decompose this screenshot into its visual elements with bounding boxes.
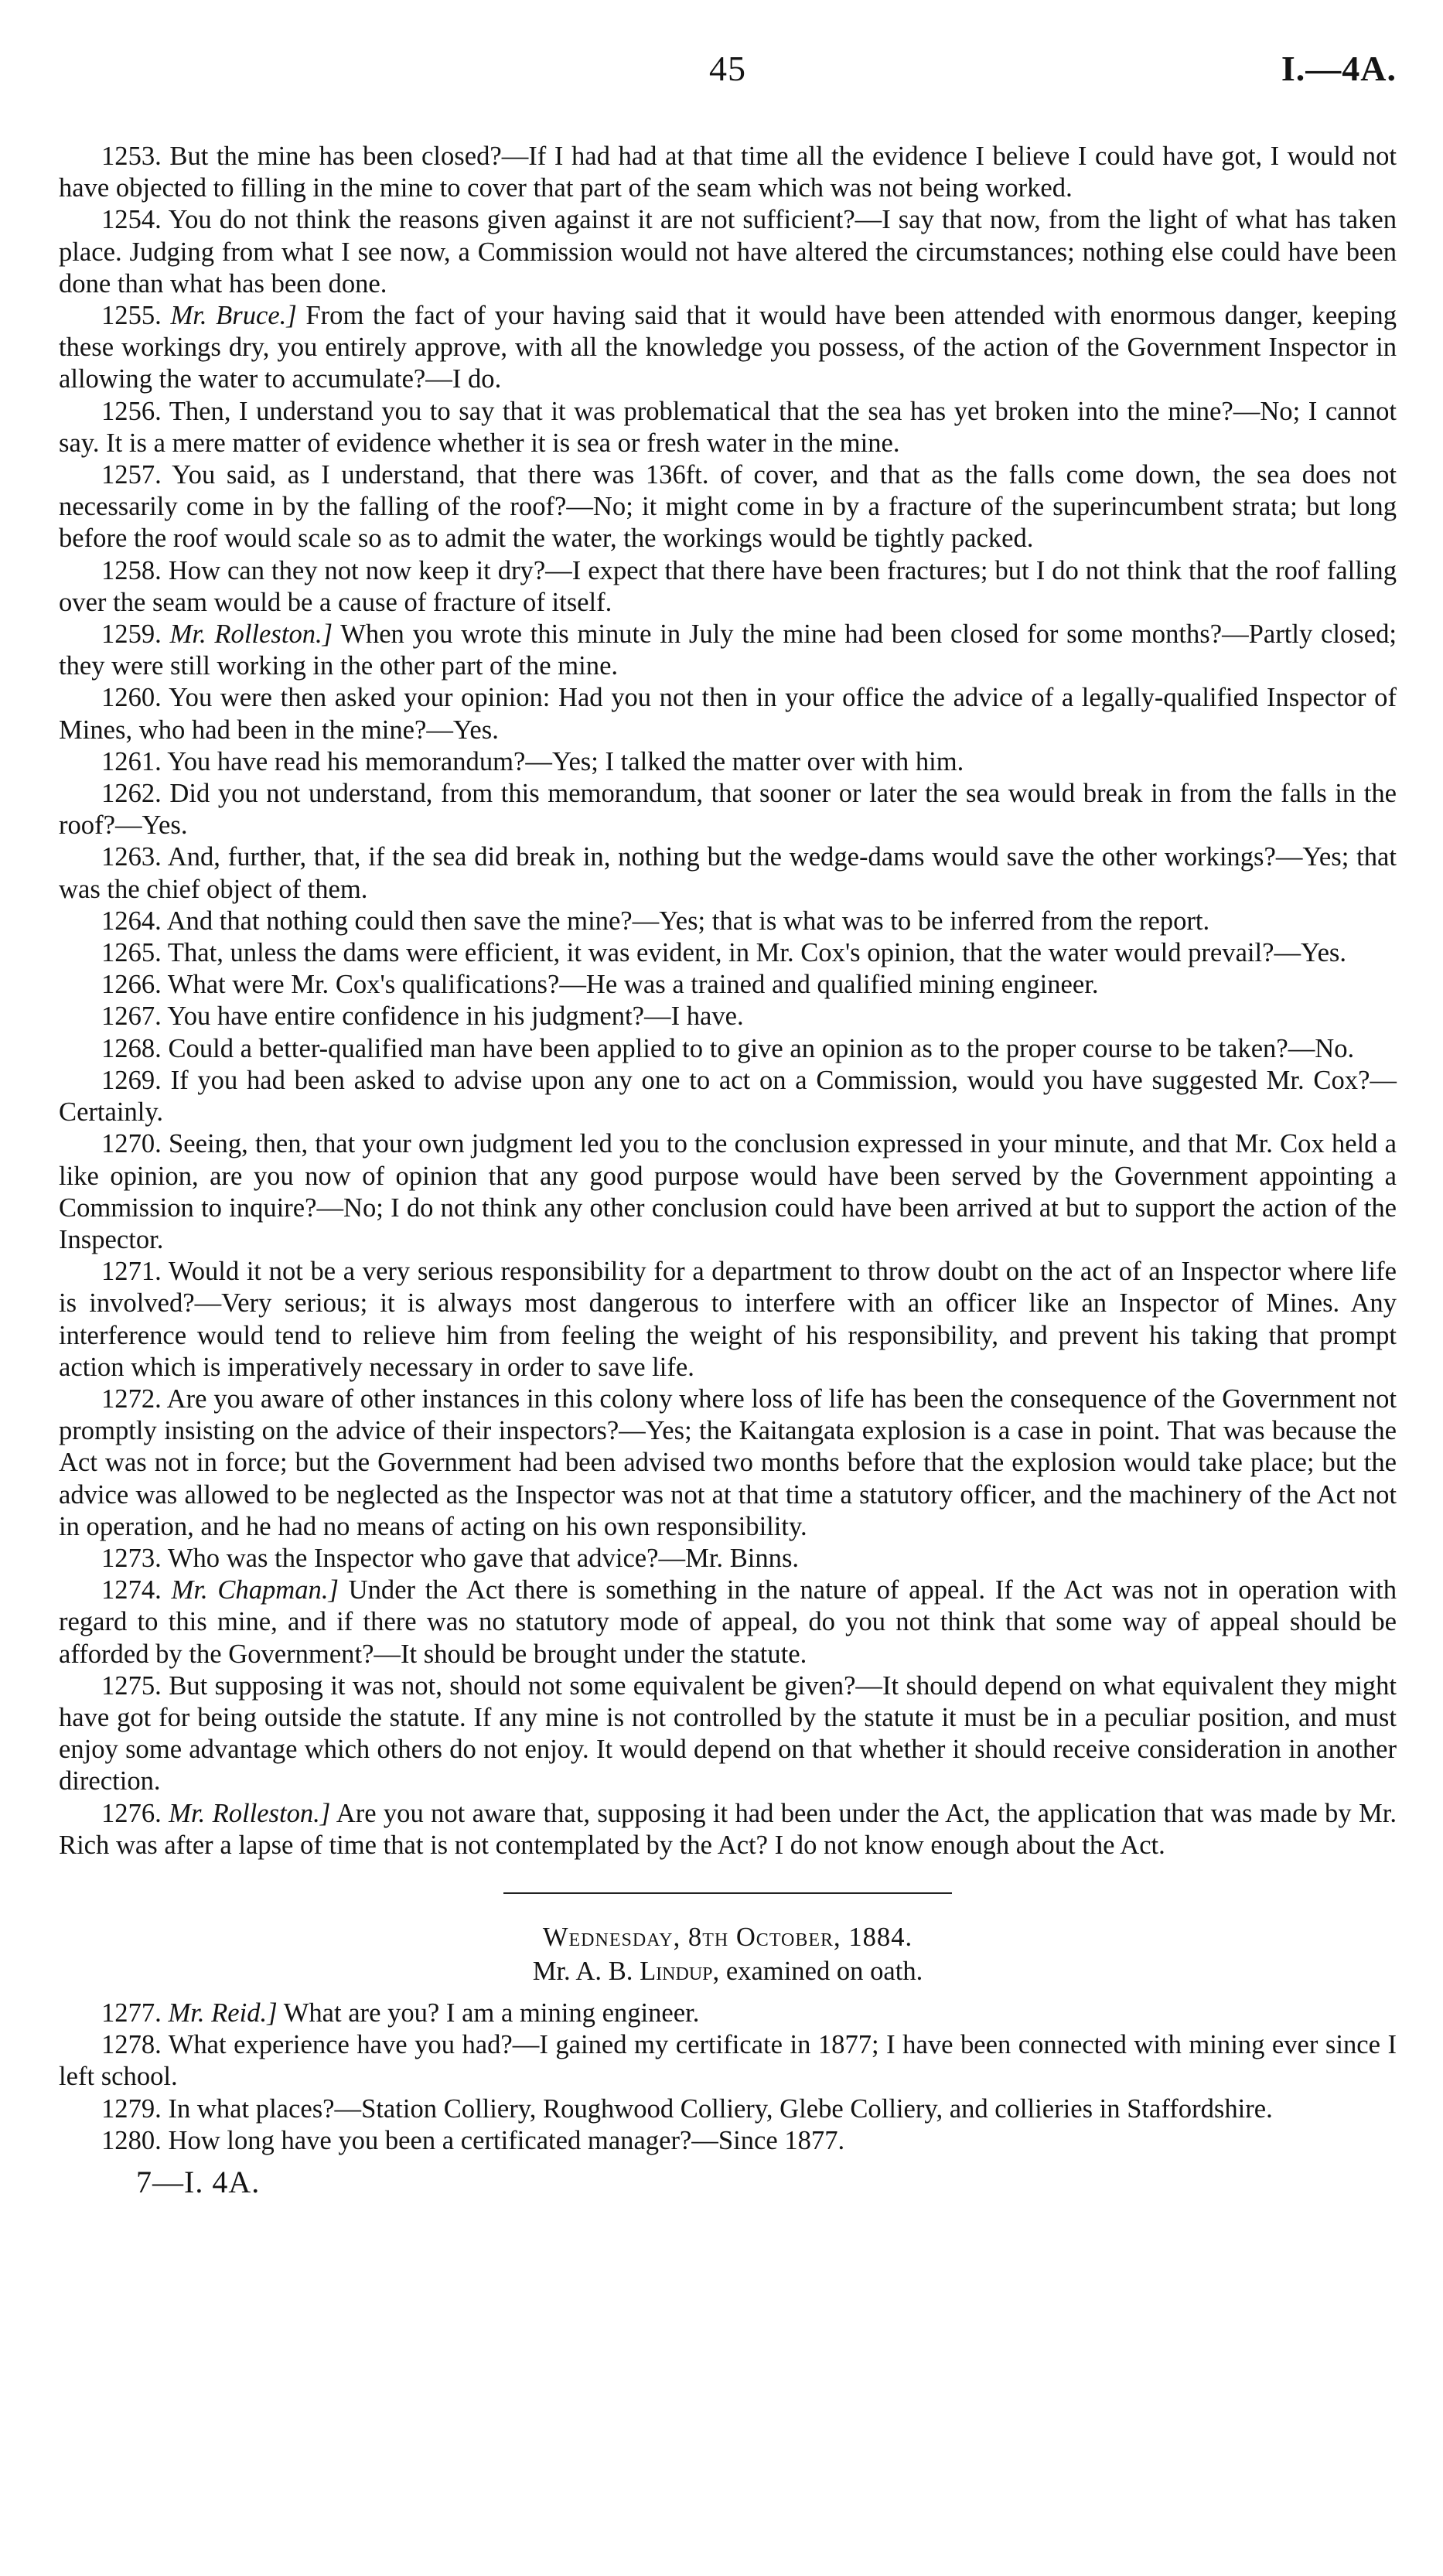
witness-prefix: Mr. A. B.	[532, 1956, 633, 1986]
speaker-name: Mr. Rolleston.]	[169, 619, 333, 650]
question-answer-text: Are you not aware that, supposing it had been under the Act, the application that was made by Mr. Rich was after a lapse of time that is not contemplated by the Act? I do not know enough about the Act.	[59, 1798, 1397, 1860]
question-number: 1258.	[101, 555, 162, 585]
question-number: 1270.	[101, 1129, 162, 1159]
question-answer-text: In what places?—Station Colliery, Roughwood Colliery, Glebe Colliery, and collieries in Staffordshire.	[168, 2093, 1273, 2124]
evidence-paragraph	[59, 396, 1397, 459]
evidence-paragraph	[59, 204, 1397, 300]
evidence-paragraphs-second	[59, 1998, 1397, 2157]
question-number: 1263.	[101, 842, 162, 872]
evidence-body	[59, 141, 1397, 2198]
question-number: 1255.	[101, 301, 162, 331]
question-number: 1271.	[101, 1257, 162, 1287]
question-answer-text: You have entire confidence in his judgment?—I have.	[167, 1001, 744, 1032]
evidence-paragraph	[59, 300, 1397, 396]
question-number: 1259.	[101, 619, 162, 650]
question-answer-text: How can they not now keep it dry?—I expect that there have been fractures; but I do not think that the roof falling over the seam would be a cause of fracture of itself.	[59, 555, 1397, 617]
question-answer-text: From the fact of your having said that it would have been attended with enormous danger, keeping these workings dry, you entirely approve, with all the knowledge you possess, of the action of the Government Inspector in allowing the water to accumulate?—I do.	[59, 301, 1397, 394]
evidence-paragraph	[59, 1384, 1397, 1543]
question-answer-text: Who was the Inspector who gave that advice?—Mr. Binns.	[167, 1543, 800, 1573]
question-answer-text: Under the Act there is something in the nature of appeal. If the Act was not in operation with regard to this mine, and if there was no statutory mode of appeal, do you not think that some way of appeal should be afforded by the Government?—It should be brought under the statute.	[59, 1575, 1397, 1669]
question-number: 1257.	[101, 460, 162, 490]
question-answer-text: What experience have you had?—I gained my certificate in 1877; I have been connected with mining ever since I left school.	[59, 2030, 1397, 2092]
question-answer-text: You said, as I understand, that there was 136ft. of cover, and that as the falls come down, the sea does not necessarily come in by the falling of the roof?—No; it might come in by a fracture of the superincumbent strata; but long before the roof would scale so as to admit the water, the workings would be tightly packed.	[59, 460, 1397, 554]
question-number: 1262.	[101, 779, 162, 809]
question-answer-text: And that nothing could then save the mine?—Yes; that is what was to be inferred from the report.	[166, 906, 1210, 936]
question-number: 1269.	[101, 1065, 162, 1095]
evidence-paragraph	[59, 1128, 1397, 1256]
evidence-paragraph	[59, 969, 1397, 1001]
question-number: 1261.	[101, 746, 162, 776]
document-page	[59, 48, 1397, 2198]
evidence-paragraph	[59, 746, 1397, 778]
speaker-name: Mr. Chapman.]	[171, 1575, 339, 1605]
evidence-paragraph	[59, 1001, 1397, 1032]
question-answer-text: But supposing it was not, should not some equivalent be given?—It should depend on what equivalent they might have got for being outside the statute. If any mine is not controlled by the statute it must be in a peculiar position, and must enjoy some advantage which others do not enjoy. It would depend on that whether it should receive consideration in another direction.	[59, 1670, 1397, 1796]
question-answer-text: You have read his memorandum?—Yes; I talked the matter over with him.	[167, 746, 964, 776]
question-answer-text: If you had been asked to advise upon any one to act on a Commission, would you have suggested Mr. Cox?—Certainly.	[59, 1065, 1397, 1128]
evidence-paragraph	[59, 2125, 1397, 2157]
evidence-paragraph	[59, 1670, 1397, 1798]
session-date: Wednesday, 8th October, 1884.	[542, 1922, 913, 1952]
question-number: 1265.	[101, 938, 162, 968]
question-number: 1253.	[101, 142, 162, 171]
question-number: 1277.	[101, 1998, 162, 2028]
question-number: 1260.	[101, 683, 162, 713]
evidence-paragraph	[59, 937, 1397, 969]
speaker-name: Mr. Bruce.]	[170, 301, 297, 331]
evidence-paragraph	[59, 1798, 1397, 1861]
question-number: 1280.	[101, 2125, 162, 2155]
page-number: 45	[709, 49, 746, 88]
question-number: 1278.	[101, 2030, 162, 2060]
question-answer-text: And, further, that, if the sea did break in, nothing but the wedge-dams would save the other workings?—Yes; that was the chief object of them.	[59, 842, 1397, 904]
question-answer-text: How long have you been a certificated manager?—Since 1877.	[168, 2125, 845, 2155]
question-number: 1264.	[101, 906, 162, 936]
speaker-name: Mr. Reid.]	[168, 1998, 278, 2028]
evidence-paragraph	[59, 906, 1397, 937]
evidence-paragraph	[59, 1256, 1397, 1384]
evidence-paragraph	[59, 141, 1397, 204]
evidence-paragraph	[59, 682, 1397, 746]
question-answer-text: Could a better-qualified man have been applied to to give an opinion as to the proper course to be taken?—No.	[168, 1033, 1355, 1063]
section-divider	[503, 1892, 952, 1894]
question-number: 1272.	[101, 1384, 162, 1414]
question-number: 1267.	[101, 1001, 162, 1032]
evidence-paragraph	[59, 778, 1397, 841]
witness-heading	[59, 1954, 1397, 1988]
question-answer-text: Are you aware of other instances in this colony where loss of life has been the consequence of the Government not promptly insisting on the advice of their inspectors?—Yes; the Kaitangata explosion is a case in point. That was because the Act was not in force; but the Government had been advised two months before that the explosion would take place; but the advice was allowed to be neglected as the Inspector was not at that time a statutory officer, and the machinery of the Act not in operation, and he had no means of acting on his own responsibility.	[59, 1384, 1397, 1541]
question-number: 1254.	[101, 205, 162, 235]
question-answer-text: You do not think the reasons given against it are not sufficient?—I say that now, from the light of what has taken place. Judging from what I see now, a Commission would not have altered the circumstances; nothing else could have been done than what has been done.	[59, 205, 1397, 299]
question-answer-text: What were Mr. Cox's qualifications?—He was a trained and qualified mining engineer.	[167, 970, 1099, 1000]
evidence-paragraph	[59, 1543, 1397, 1575]
question-number: 1275.	[101, 1670, 162, 1701]
page-header	[59, 48, 1397, 102]
witness-name: Lindup	[640, 1956, 713, 1986]
evidence-paragraph	[59, 1998, 1397, 2029]
question-number: 1276.	[101, 1798, 162, 1828]
question-number: 1279.	[101, 2093, 162, 2124]
evidence-paragraph	[59, 1033, 1397, 1065]
question-number: 1266.	[101, 970, 162, 1000]
question-answer-text: When you wrote this minute in July the mine had been closed for some months?—Partly closed; they were still working in the other part of the mine.	[59, 619, 1397, 681]
question-answer-text: Then, I understand you to say that it was problematical that the sea has yet broken into the mine?—No; I cannot say. It is a mere matter of evidence whether it is sea or fresh water in the mine.	[59, 396, 1397, 458]
evidence-paragraph	[59, 619, 1397, 682]
question-number: 1256.	[101, 396, 162, 426]
question-answer-text: You were then asked your opinion: Had you not then in your office the advice of a legally-qualified Inspector of Mines, who had been in the mine?—Yes.	[59, 683, 1397, 745]
question-answer-text: What are you? I am a mining engineer.	[283, 1998, 700, 2028]
printer-signature: 7—I. 4A.	[136, 2164, 261, 2199]
evidence-paragraph	[59, 2093, 1397, 2125]
question-answer-text: Would it not be a very serious responsibility for a department to throw doubt on the act of an Inspector where life is involved?—Very serious; it is always most dangerous to interfere with an officer like an Inspector of Mines. Any interference would tend to relieve him from feeling the weight of his responsibility, and prevent his taking that prompt action which is imperatively necessary in order to save life.	[59, 1257, 1397, 1382]
question-answer-text: But the mine has been closed?—If I had had at that time all the evidence I believe I could have got, I would not have objected to filling in the mine to cover that part of the seam which was not being worked.	[59, 142, 1397, 203]
question-answer-text: That, unless the dams were efficient, it was evident, in Mr. Cox's opinion, that the water would prevail?—Yes.	[167, 938, 1347, 968]
question-number: 1273.	[101, 1543, 162, 1573]
evidence-paragraph	[59, 459, 1397, 555]
evidence-paragraph	[59, 1065, 1397, 1128]
evidence-paragraph	[59, 2029, 1397, 2093]
question-answer-text: Did you not understand, from this memorandum, that sooner or later the sea would break in from the falls in the roof?—Yes.	[59, 779, 1397, 841]
question-number: 1268.	[101, 1033, 162, 1063]
paper-reference: I.—4A.	[1281, 49, 1397, 88]
evidence-paragraph	[59, 1575, 1397, 1670]
speaker-name: Mr. Rolleston.]	[169, 1798, 331, 1828]
question-number: 1274.	[101, 1575, 162, 1605]
question-answer-text: Seeing, then, that your own judgment led you to the conclusion expressed in your minute, and that Mr. Cox held a like opinion, are you now of opinion that any good purpose would have been served by the Government appointing a Commission to inquire?—No; I do not think any other conclusion could have been arrived at but to support the action of the Inspector.	[59, 1129, 1397, 1254]
evidence-paragraph	[59, 841, 1397, 905]
evidence-paragraphs	[59, 141, 1397, 1861]
evidence-paragraph	[59, 555, 1397, 619]
witness-suffix: , examined on oath.	[712, 1956, 923, 1986]
